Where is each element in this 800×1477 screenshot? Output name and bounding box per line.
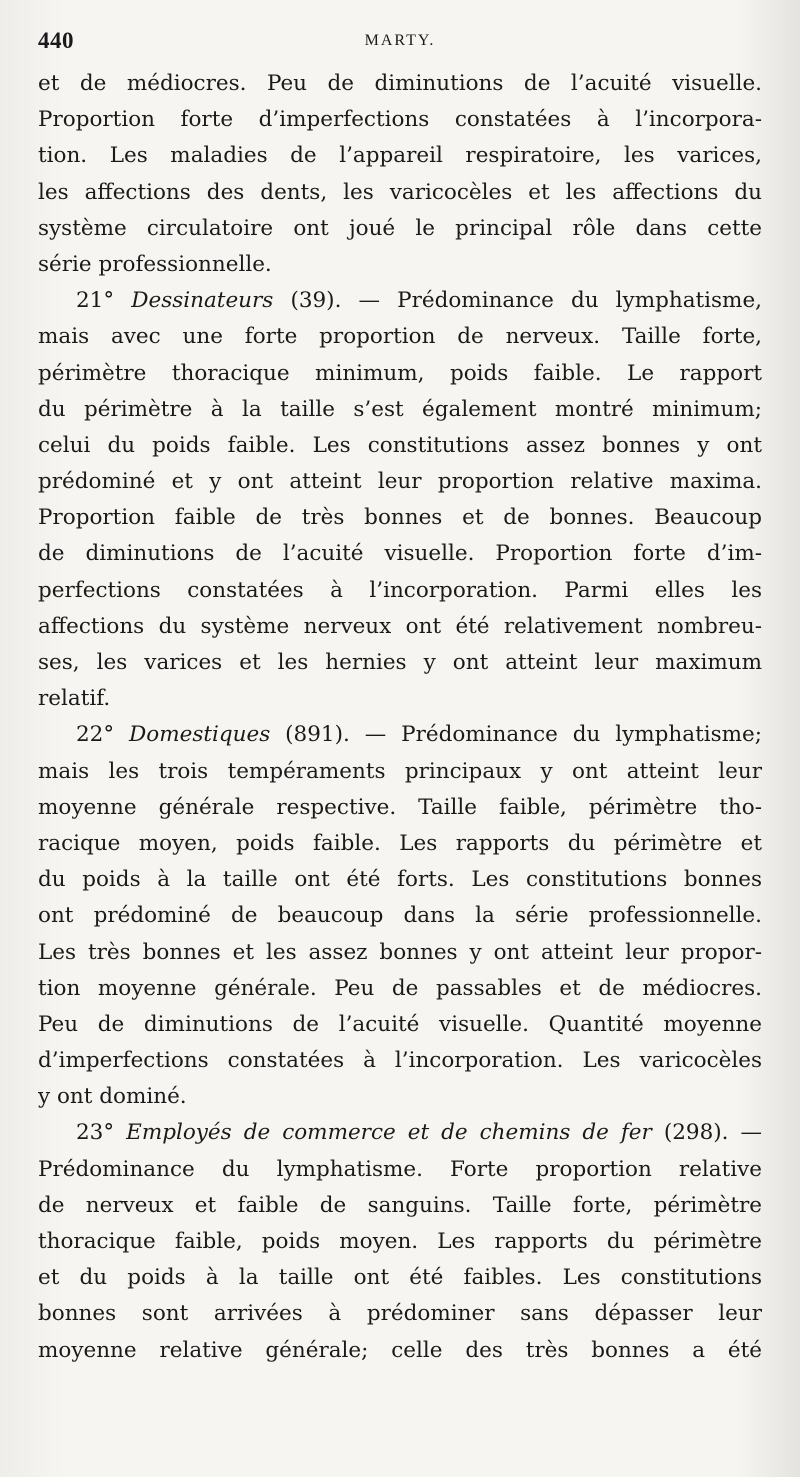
text-line: mais les trois tempéraments principaux y ont atteint leur [38,758,762,784]
section-number: 21° [76,288,115,314]
text-line: Proportion faible de très bonnes et de bonnes. Beaucoup [38,505,762,531]
section-heading-line [38,283,762,319]
text-line: relatif. [38,686,111,712]
text-line: Peu de diminutions de l’acuité visuelle. Quantité moyenne [38,1011,762,1037]
text-line: y ont dominé. [38,1084,187,1110]
section-title: Dessinateurs [131,288,274,314]
text-line: de nerveux et faible de sanguins. Taille forte, périmètre [38,1192,762,1218]
section-title: Employés de commerce et de chemins de fer [126,1120,652,1146]
text-line: et du poids à la taille ont été faibles. Les constitutions [38,1265,762,1291]
text-line: prédominé et y ont atteint leur proportion relative maxima. [38,469,762,495]
text-line: moyenne relative générale; celle des très bonnes a été [38,1337,762,1363]
text-line: Prédominance du lymphatisme. Forte proportion relative [38,1156,762,1182]
text-line: tion. Les maladies de l’appareil respiratoire, les varices, [38,143,762,169]
section-number: 22° [76,722,115,748]
text-line: celui du poids faible. Les constitutions assez bonnes y ont [38,432,762,458]
page-header [38,28,762,58]
text-line: système circulatoire ont joué le principal rôle dans cette [38,215,762,241]
text-line: bonnes sont arrivées à prédominer sans dépasser leur [38,1301,762,1327]
section-heading-line [38,1115,762,1151]
text-line: Les très bonnes et les assez bonnes y ont atteint leur propor- [38,939,762,965]
section-title: Domestiques [129,722,271,748]
page-body [38,66,762,1369]
text-line: du poids à la taille ont été forts. Les constitutions bonnes [38,867,762,893]
section-text: (891). — Prédominance du lymphatisme; [270,722,762,748]
text-line: Proportion forte d’imperfections constatées à l’incorpora- [38,107,762,133]
text-line: périmètre thoracique minimum, poids faible. Le rapport [38,360,762,386]
text-line: d’imperfections constatées à l’incorporation. Les varicocèles [38,1048,762,1074]
text-line: les affections des dents, les varicocèles et les affections du [38,179,762,205]
text-line: moyenne générale respective. Taille faible, périmètre tho- [38,794,762,820]
running-title: MARTY. [364,32,436,49]
text-line: thoracique faible, poids moyen. Les rapports du périmètre [38,1229,762,1254]
text-line: perfections constatées à l’incorporation. Parmi elles les [38,577,762,603]
text-line: et de médiocres. Peu de diminutions de l’acuité visuelle. [38,71,762,96]
text-line: série professionnelle. [38,251,272,277]
page-number: 440 [38,28,74,53]
text-line: racique moyen, poids faible. Les rapports du périmètre et [38,830,762,856]
section-heading-line [38,717,762,753]
section-number: 23° [76,1120,115,1146]
text-line: ses, les varices et les hernies y ont atteint leur maximum [38,650,762,675]
text-line: du périmètre à la taille s’est également montré minimum; [38,396,762,422]
section-text: (298). — [651,1120,762,1146]
section-text: (39). — Prédominance du lymphatisme, [273,288,762,314]
text-line: tion moyenne générale. Peu de passables et de médiocres. [38,975,762,1001]
text-line: ont prédominé de beaucoup dans la série professionnelle. [38,903,762,929]
text-line: mais avec une forte proportion de nerveux. Taille forte, [38,324,762,350]
text-line: affections du système nerveux ont été relativement nombreu- [38,613,762,639]
text-line: de diminutions de l’acuité visuelle. Proportion forte d’im- [38,541,762,567]
